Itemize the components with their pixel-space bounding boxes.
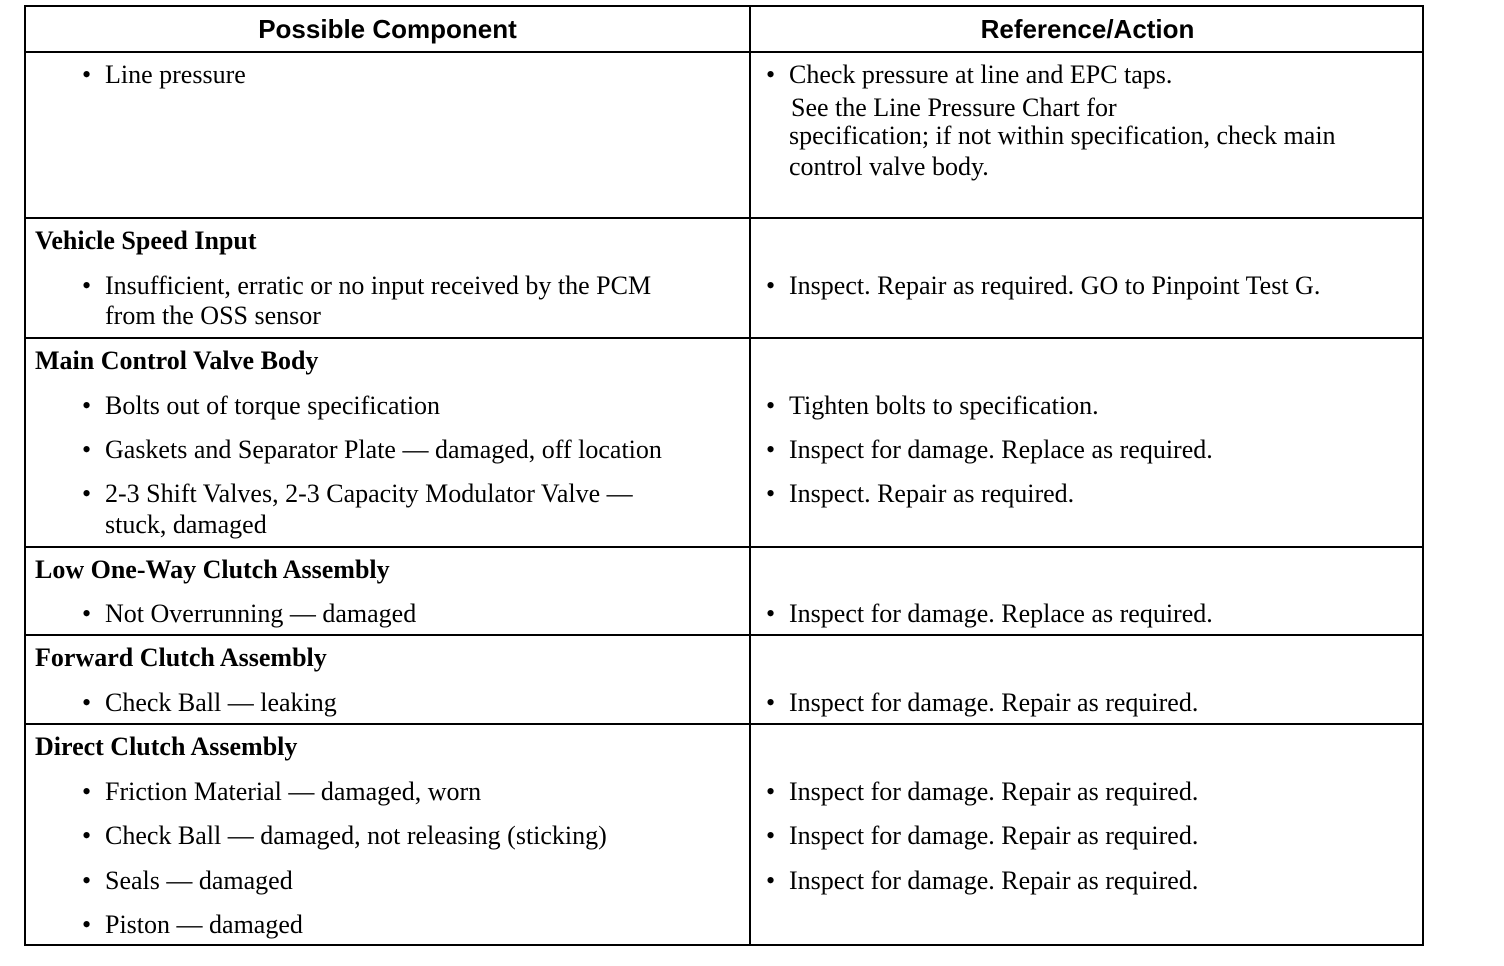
row-divider: [26, 546, 1422, 548]
component-line: Insufficient, erratic or no input received by the PCM: [105, 271, 652, 300]
bullet-icon: •: [82, 271, 92, 300]
action-line: Inspect for damage. Replace as required.: [789, 599, 1213, 628]
action-line: Inspect for damage. Replace as required.: [789, 435, 1213, 464]
action-line: control valve body.: [789, 152, 989, 181]
row-divider: [26, 51, 1422, 53]
section-title: Main Control Valve Body: [35, 346, 319, 375]
bullet-icon: •: [766, 777, 776, 806]
row-divider: [26, 723, 1422, 725]
header-reference-action: Reference/Action: [980, 14, 1195, 44]
component-line: Check Ball — damaged, not releasing (sticking): [105, 821, 607, 850]
bullet-icon: •: [766, 391, 776, 420]
component-line: Friction Material — damaged, worn: [105, 777, 482, 806]
component-line: Check Ball — leaking: [105, 688, 337, 717]
section-title: Vehicle Speed Input: [35, 226, 257, 255]
bullet-icon: •: [766, 688, 776, 717]
component-line-pressure: Line pressure: [105, 60, 246, 89]
row-divider: [26, 217, 1422, 219]
row-divider: [26, 634, 1422, 636]
component-line: Not Overrunning — damaged: [105, 599, 417, 628]
row-divider: [26, 337, 1422, 339]
bullet-icon: •: [82, 777, 92, 806]
bullet-icon: •: [82, 866, 92, 895]
action-line: Check pressure at line and EPC taps.: [789, 60, 1173, 89]
component-line: Bolts out of torque specification: [105, 391, 441, 420]
header-possible-component: Possible Component: [258, 14, 517, 44]
action-line: specification; if not within specification, check main: [789, 121, 1336, 150]
bullet-icon: •: [766, 821, 776, 850]
bullet-icon: •: [82, 688, 92, 717]
action-line: Inspect for damage. Repair as required.: [789, 688, 1199, 717]
bullet-icon: •: [766, 866, 776, 895]
bullet-icon: •: [766, 271, 776, 300]
column-divider: [749, 7, 751, 944]
action-line: Inspect. Repair as required.: [789, 479, 1075, 508]
bullet-icon: •: [82, 599, 92, 628]
section-title: Low One-Way Clutch Assembly: [35, 555, 390, 584]
bullet-icon: •: [82, 391, 92, 420]
diagnostic-table: [24, 5, 1424, 946]
component-line: Piston — damaged: [105, 910, 303, 939]
action-line: Inspect. Repair as required. GO to Pinpoint Test G.: [789, 271, 1321, 300]
component-line: Seals — damaged: [105, 866, 293, 895]
component-line: 2-3 Shift Valves, 2-3 Capacity Modulator Valve —: [105, 479, 633, 508]
bullet-icon: •: [766, 60, 776, 89]
bullet-icon: •: [766, 599, 776, 628]
action-line: See the Line Pressure Chart for: [791, 93, 1117, 122]
bullet-icon: •: [82, 60, 92, 89]
bullet-icon: •: [82, 479, 92, 508]
component-line: from the OSS sensor: [105, 301, 321, 330]
action-line: Inspect for damage. Repair as required.: [789, 821, 1199, 850]
action-line: Inspect for damage. Repair as required.: [789, 777, 1199, 806]
component-line: stuck, damaged: [105, 510, 267, 539]
bullet-icon: •: [82, 910, 92, 939]
action-line: Inspect for damage. Repair as required.: [789, 866, 1199, 895]
bullet-icon: •: [82, 435, 92, 464]
bullet-icon: •: [766, 435, 776, 464]
component-line: Gaskets and Separator Plate — damaged, off location: [105, 435, 662, 464]
section-title: Forward Clutch Assembly: [35, 643, 327, 672]
bullet-icon: •: [82, 821, 92, 850]
section-title: Direct Clutch Assembly: [35, 732, 298, 761]
action-line: Tighten bolts to specification.: [789, 391, 1099, 420]
bullet-icon: •: [766, 479, 776, 508]
